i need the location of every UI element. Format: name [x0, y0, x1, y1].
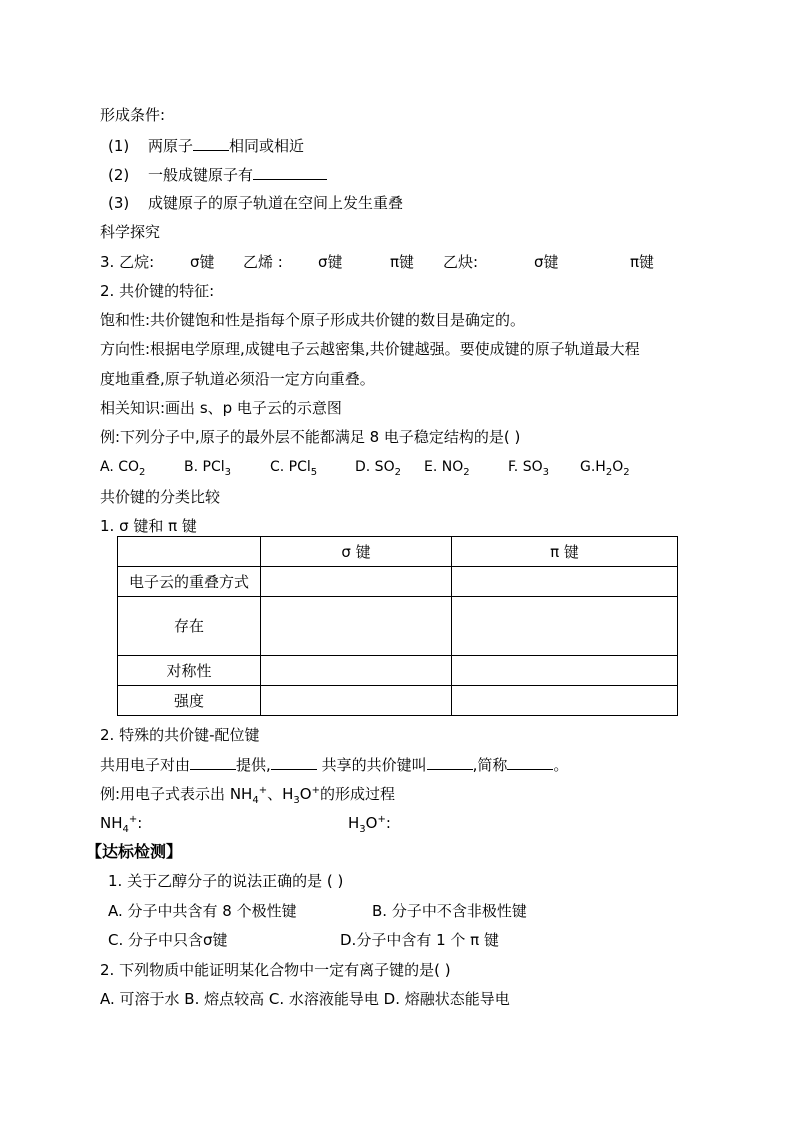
sigma-bond: σ键: [534, 253, 559, 271]
q1-option-c: C. 分子中只含σ键: [108, 931, 228, 949]
explore-line-3: [100, 252, 700, 272]
question-1: 1. 关于乙醇分子的说法正确的是 ( ): [108, 872, 344, 890]
option-a: A. $CO_2$: [100, 459, 146, 478]
blank-line: [427, 754, 473, 770]
ethyne-label: 乙炔:: [443, 253, 479, 271]
pi-bond: π键: [390, 253, 415, 271]
condition-item-2: [108, 164, 327, 185]
blank-line: [271, 754, 317, 770]
item-text: 相同或相近: [229, 137, 305, 155]
ethane-label: 3. 乙烷:: [100, 253, 155, 271]
item-number: (1): [108, 137, 130, 155]
table-cell: [452, 686, 678, 716]
table-row: [118, 597, 678, 656]
option-e: E. $NO_2$: [424, 459, 470, 478]
nh4-label: $NH_4^+$:: [100, 814, 143, 835]
q1-option-d: D.分子中含有 1 个 π 键: [340, 931, 499, 949]
coordinate-example: 例:用电子式表示出 $NH_4^+$、$H_3O^+$的形成过程: [100, 785, 395, 806]
table-row-label: 电子云的重叠方式: [118, 567, 261, 597]
sigma-bond: σ键: [190, 253, 215, 271]
pi-bond: π键: [630, 253, 655, 271]
table-cell: [118, 537, 261, 567]
item-text: 两原子: [148, 137, 194, 155]
option-d: D. $SO_2$: [355, 459, 401, 478]
test-heading: 【达标检测】: [86, 842, 183, 861]
table-cell: [261, 686, 452, 716]
table-row: [118, 686, 678, 716]
table-row-label: 对称性: [118, 656, 261, 686]
saturation-text: 饱和性:共价键饱和性是指每个原子形成共价键的数目是确定的。: [100, 311, 526, 329]
condition-item-3: [108, 193, 403, 213]
coordinate-heading: 2. 特殊的共价键-配位键: [100, 726, 260, 744]
table-cell: [452, 597, 678, 656]
table-cell: [261, 656, 452, 686]
option-g: $G.H_2O_2$: [580, 459, 630, 478]
option-b: B. PCl$_3$: [184, 459, 231, 478]
ethene-label: 乙烯 :: [243, 253, 283, 271]
blank-line: [193, 135, 229, 151]
q2-options: A. 可溶于水 B. 熔点较高 C. 水溶液能导电 D. 熔融状态能导电: [100, 990, 510, 1008]
table-row-label: 存在: [118, 597, 261, 656]
table-header-sigma: σ 键: [261, 537, 452, 567]
item-number: (2): [108, 166, 130, 184]
direction-text-2: 度地重叠,原子轨道必须沿一定方向重叠。: [100, 370, 375, 388]
item-text: 成键原子的原子轨道在空间上发生重叠: [148, 194, 404, 212]
table-cell: [452, 567, 678, 597]
table-row: [118, 567, 678, 597]
blank-line: [253, 164, 327, 180]
option-f: F. $SO_3$: [508, 459, 549, 478]
table-header-pi: π 键: [452, 537, 678, 567]
table-cell: [452, 656, 678, 686]
explore-heading: 科学探究: [100, 223, 161, 241]
example-question: 例:下列分子中,原子的最外层不能都满足 8 电子稳定结构的是( ): [100, 428, 521, 446]
table-cell: [261, 567, 452, 597]
direction-text-1: 方向性:根据电学原理,成键电子云越密集,共价键越强。要使成键的原子轨道最大程: [100, 340, 640, 358]
example-options: [100, 457, 700, 479]
table-row-label: 强度: [118, 686, 261, 716]
related-knowledge: 相关知识:画出 s、p 电子云的示意图: [100, 399, 342, 417]
question-2: 2. 下列物质中能证明某化合物中一定有离子键的是( ): [100, 961, 451, 979]
h3o-label: $H_3O^+$:: [348, 814, 391, 835]
classification-sub-1: 1. σ 键和 π 键: [100, 517, 197, 535]
conditions-heading: 形成条件:: [100, 106, 166, 124]
coordinate-definition: 共用电子对由 提供, 共享的共价键叫 ,简称 。: [100, 756, 569, 774]
sigma-bond: σ键: [318, 253, 343, 271]
blank-line: [507, 754, 553, 770]
blank-line: [190, 754, 236, 770]
table-header-row: [118, 537, 678, 567]
item-number: (3): [108, 194, 130, 212]
item-text: 一般成键原子有: [148, 166, 254, 184]
table-row: [118, 656, 678, 686]
q1-option-a: A. 分子中共含有 8 个极性键: [108, 902, 297, 920]
condition-item-1: [108, 135, 304, 156]
option-c: C. PCl$_5$: [270, 459, 318, 478]
table-cell: [261, 597, 452, 656]
q1-option-b: B. 分子中不含非极性键: [372, 902, 527, 920]
bond-comparison-table: [117, 536, 678, 716]
classification-heading: 共价键的分类比较: [100, 488, 221, 506]
features-heading: 2. 共价键的特征:: [100, 282, 215, 300]
